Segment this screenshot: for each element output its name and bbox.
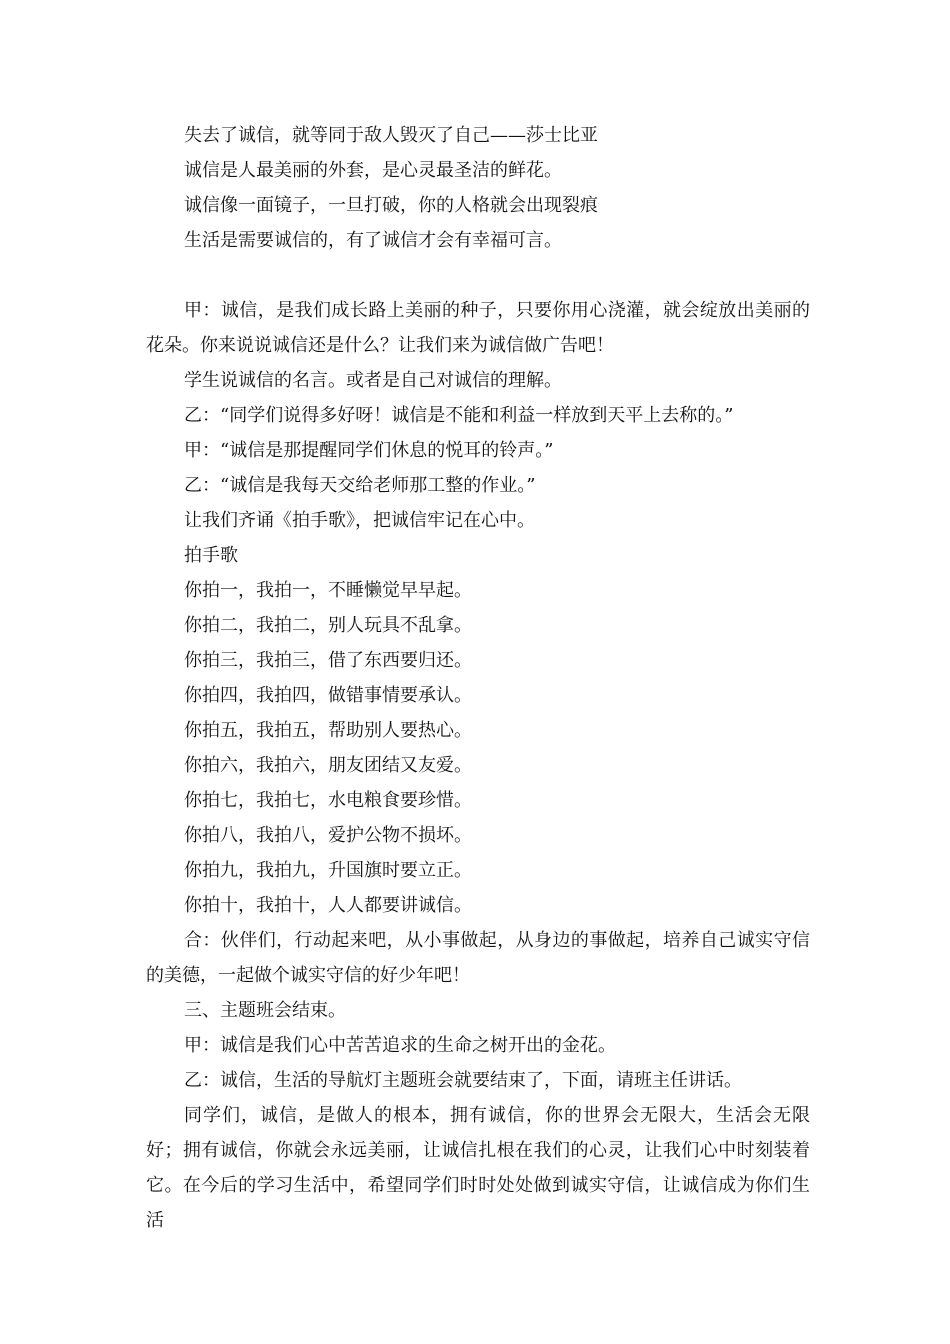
quote-line: 生活是需要诚信的，有了诚信才会有幸福可言。	[184, 230, 562, 251]
song-line: 你拍五，我拍五，帮助别人要热心。	[184, 720, 472, 741]
song-line: 你拍三，我拍三，借了东西要归还。	[184, 650, 472, 671]
song-line: 你拍六，我拍六，朋友团结又友爱。	[184, 755, 472, 776]
song-title: 拍手歌	[184, 545, 238, 566]
song-line: 你拍四，我拍四，做错事情要承认。	[184, 685, 472, 706]
song-line: 你拍十，我拍十，人人都要讲诚信。	[184, 895, 472, 916]
quote-line: 诚信是人最美丽的外套，是心灵最圣洁的鲜花。	[184, 160, 562, 181]
paragraph-jia-line: 甲：“诚信是那提醒同学们休息的悦耳的铃声。”	[184, 440, 554, 461]
paragraph-spacer	[146, 258, 810, 293]
paragraph-yi-line: 乙：诚信，生活的导航灯主题班会就要结束了，下面，请班主任讲话。	[184, 1070, 742, 1091]
paragraph-yi-line: 乙：“同学们说得多好呀！诚信是不能和利益一样放到天平上去称的。”	[184, 405, 734, 426]
paragraph-together: 合：伙伴们，行动起来吧，从小事做起，从身边的事做起，培养自己诚实守信的美德，一起做个诚实守信的好少年吧！	[146, 930, 810, 986]
paragraph-jia-line: 甲：诚信是我们心中苦苦追求的生命之树开出的金花。	[184, 1035, 616, 1056]
quote-line: 失去了诚信，就等同于敌人毁灭了自己——莎士比亚	[184, 125, 598, 146]
paragraph-teacher-speech: 同学们，诚信，是做人的根本，拥有诚信，你的世界会无限大，生活会无限好；拥有诚信，你就会永远美丽，让诚信扎根在我们的心灵，让我们心中时刻装着它。在今后的学习生活中，希望同学们时时处处做到诚实守信，让诚信成为你们生活	[146, 1105, 810, 1231]
section-heading: 三、主题班会结束。	[184, 1000, 346, 1021]
paragraph-student-quotes: 学生说诚信的名言。或者是自己对诚信的理解。	[184, 370, 562, 391]
document-body	[146, 118, 810, 1238]
song-line: 你拍九，我拍九，升国旗时要立正。	[184, 860, 472, 881]
song-line: 你拍七，我拍七，水电粮食要珍惜。	[184, 790, 472, 811]
paragraph-jia-intro: 甲：诚信，是我们成长路上美丽的种子，只要你用心浇灌，就会绽放出美丽的花朵。你来说说诚信还是什么？让我们来为诚信做广告吧！	[146, 300, 810, 356]
paragraph-recite-intro: 让我们齐诵《拍手歌》，把诚信牢记在心中。	[184, 510, 535, 531]
quote-line: 诚信像一面镜子，一旦打破，你的人格就会出现裂痕	[184, 195, 598, 216]
song-line: 你拍二，我拍二，别人玩具不乱拿。	[184, 615, 472, 636]
song-line: 你拍八，我拍八，爱护公物不损坏。	[184, 825, 472, 846]
paragraph-yi-line: 乙：“诚信是我每天交给老师那工整的作业。”	[184, 475, 536, 496]
song-line: 你拍一，我拍一，不睡懒觉早早起。	[184, 580, 472, 601]
